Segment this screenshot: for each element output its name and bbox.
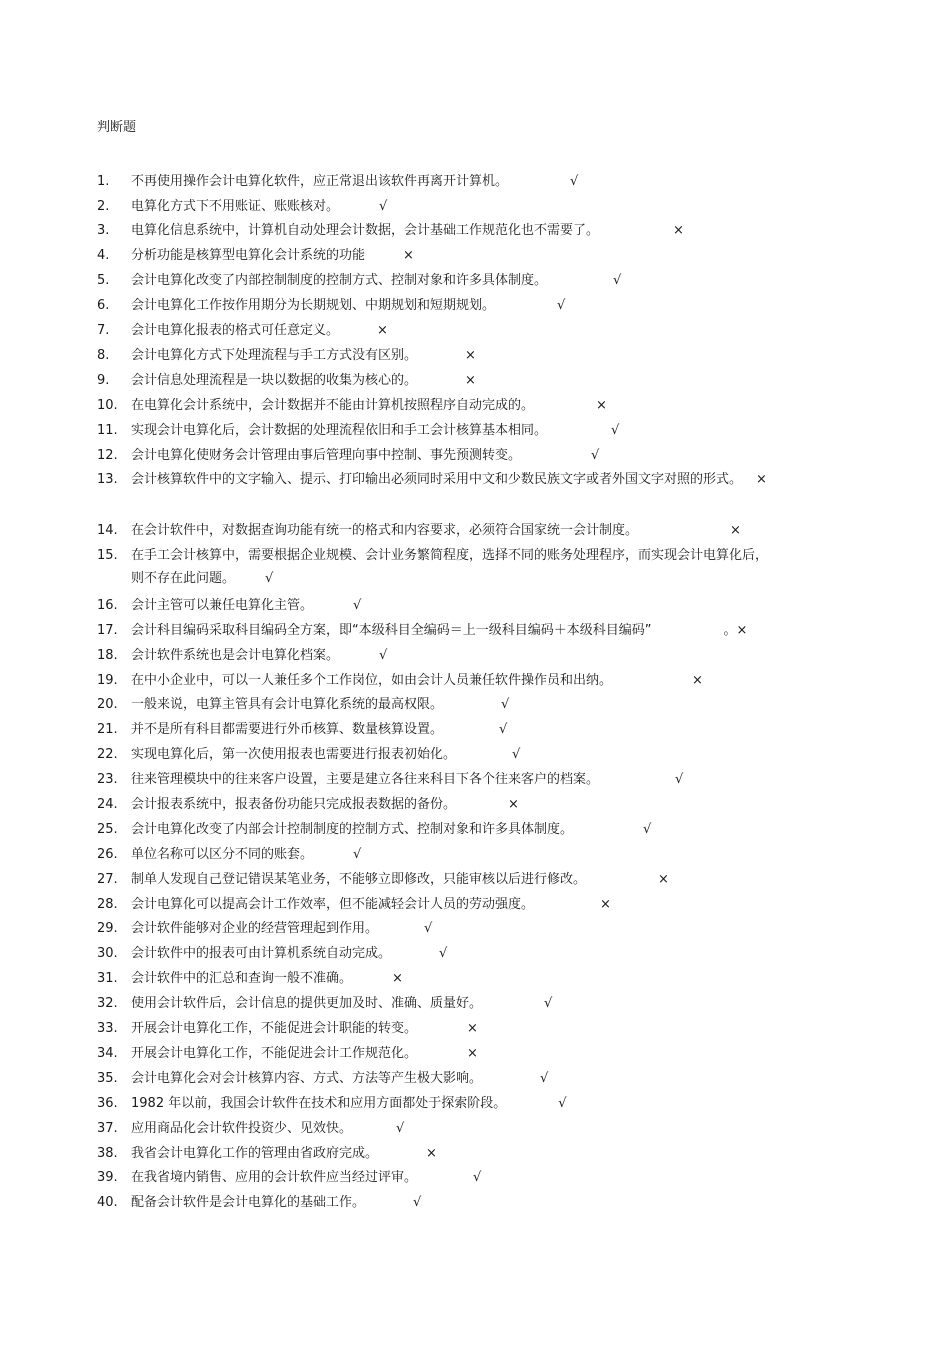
question-number: 19. xyxy=(97,673,118,688)
question-text: 会计信息处理流程是一块以数据的收集为核心的。 xyxy=(131,373,418,388)
answer-mark: × xyxy=(756,472,767,487)
answer-mark: √ xyxy=(424,921,433,936)
answer-mark: √ xyxy=(379,199,388,214)
question-item xyxy=(97,1092,857,1115)
question-item xyxy=(97,644,857,667)
question-item xyxy=(97,868,857,891)
question-item xyxy=(97,1067,857,1090)
answer-mark: × xyxy=(730,523,741,538)
answer-mark: √ xyxy=(265,571,274,586)
question-item xyxy=(97,444,857,467)
question-item xyxy=(97,269,857,292)
answer-mark: × xyxy=(692,673,703,688)
question-text: 分析功能是核算型电算化会计系统的功能 xyxy=(131,248,366,263)
question-item xyxy=(97,1166,857,1189)
question-number: 25. xyxy=(97,822,118,837)
question-number: 7. xyxy=(97,323,110,338)
question-number: 31. xyxy=(97,971,118,986)
question-number: 18. xyxy=(97,648,118,663)
question-item xyxy=(97,219,857,242)
question-item xyxy=(97,394,857,417)
question-text: 开展会计电算化工作，不能促进会计工作规范化。 xyxy=(131,1046,418,1061)
answer-mark: √ xyxy=(570,174,579,189)
answer-mark: × xyxy=(403,248,414,263)
question-number: 21. xyxy=(97,722,118,737)
answer-mark: √ xyxy=(558,1096,567,1111)
question-item xyxy=(97,1117,857,1140)
question-number: 12. xyxy=(97,448,118,463)
question-text: 往来管理模块中的往来客户设置，主要是建立各往来科目下各个往来客户的档案。 xyxy=(131,772,600,787)
question-text: 开展会计电算化工作，不能促进会计职能的转变。 xyxy=(131,1021,418,1036)
answer-mark: × xyxy=(465,373,476,388)
question-number: 36. xyxy=(97,1096,118,1111)
question-item xyxy=(97,244,857,267)
question-number: 39. xyxy=(97,1170,118,1185)
question-number: 2. xyxy=(97,199,110,214)
question-text: 会计电算化改变了内部会计控制制度的控制方式、控制对象和许多具体制度。 xyxy=(131,822,574,837)
question-number: 15. xyxy=(97,548,118,563)
question-text: 应用商品化会计软件投资少、见效快。 xyxy=(131,1121,353,1136)
question-text: 在中小企业中，可以一人兼任多个工作岗位，如由会计人员兼任软件操作员和出纳。 xyxy=(131,673,613,688)
answer-mark: √ xyxy=(557,298,566,313)
answer-mark: √ xyxy=(353,598,362,613)
question-text: 配备会计软件是会计电算化的基础工作。 xyxy=(131,1195,366,1210)
answer-mark: × xyxy=(673,223,684,238)
section-title: 判断题 xyxy=(97,120,137,135)
question-item xyxy=(97,1142,857,1165)
question-text: 会计电算化可以提高会计工作效率，但不能减轻会计人员的劳动强度。 xyxy=(131,897,535,912)
question-number: 1. xyxy=(97,174,110,189)
question-text: 会计主管可以兼任电算化主管。 xyxy=(131,598,314,613)
question-text: 会计电算化会对会计核算内容、方式、方法等产生极大影响。 xyxy=(131,1071,483,1086)
question-number: 23. xyxy=(97,772,118,787)
question-number: 24. xyxy=(97,797,118,812)
question-text: 会计软件系统也是会计电算化档案。 xyxy=(131,648,340,663)
question-number: 8. xyxy=(97,348,110,363)
question-text: 实现会计电算化后，会计数据的处理流程依旧和手工会计核算基本相同。 xyxy=(131,423,548,438)
question-item xyxy=(97,768,857,791)
question-item xyxy=(97,693,857,716)
answer-mark: × xyxy=(600,897,611,912)
question-item xyxy=(97,942,857,965)
answer-mark: √ xyxy=(499,722,508,737)
answer-mark: √ xyxy=(439,946,448,961)
question-item xyxy=(97,669,857,692)
question-text: 在手工会计核算中，需要根据企业规模、会计业务繁简程度，选择不同的账务处理程序，而实现会计电算化后，则不存在此问题。 xyxy=(131,548,769,586)
question-text: 电算化信息系统中，计算机自动处理会计数据，会计基础工作规范化也不需要了。 xyxy=(131,223,600,238)
question-number: 27. xyxy=(97,872,118,887)
question-text: 不再使用操作会计电算化软件，应正常退出该软件再离开计算机。 xyxy=(131,174,509,189)
answer-mark: × xyxy=(467,1046,478,1061)
answer-mark: √ xyxy=(540,1071,549,1086)
answer-mark: √ xyxy=(675,772,684,787)
question-number: 28. xyxy=(97,897,118,912)
question-text: 会计科目编码采取科目编码全方案，即“本级科目全编码＝上一级科目编码＋本级科目编码” xyxy=(131,623,652,638)
question-number: 14. xyxy=(97,523,118,538)
question-text: 会计软件中的汇总和查询一般不准确。 xyxy=(131,971,353,986)
question-number: 10. xyxy=(97,398,118,413)
question-number: 29. xyxy=(97,921,118,936)
question-text: 会计软件中的报表可由计算机系统自动完成。 xyxy=(131,946,392,961)
answer-mark: × xyxy=(465,348,476,363)
question-number: 40. xyxy=(97,1195,118,1210)
answer-mark: √ xyxy=(611,423,620,438)
answer-mark: √ xyxy=(643,822,652,837)
question-number: 34. xyxy=(97,1046,118,1061)
question-item xyxy=(97,519,857,542)
question-text: 会计电算化改变了内部控制制度的控制方式、控制对象和许多具体制度。 xyxy=(131,273,548,288)
question-text: 制单人发现自己登记错误某笔业务，不能够立即修改，只能审核以后进行修改。 xyxy=(131,872,587,887)
question-item xyxy=(97,793,857,816)
question-item xyxy=(97,843,857,866)
answer-mark: × xyxy=(392,971,403,986)
question-number: 33. xyxy=(97,1021,118,1036)
answer-mark: 。× xyxy=(723,623,748,638)
answer-mark: √ xyxy=(353,847,362,862)
question-number: 3. xyxy=(97,223,110,238)
question-text: 在我省境内销售、应用的会计软件应当经过评审。 xyxy=(131,1170,418,1185)
question-number: 13. xyxy=(97,472,118,487)
answer-mark: √ xyxy=(501,697,510,712)
question-item xyxy=(97,344,857,367)
question-text: 会计核算软件中的文字输入、提示、打印输出必须同时采用中文和少数民族文字或者外国文字对照的形式。 xyxy=(131,472,743,487)
answer-mark: √ xyxy=(591,448,600,463)
question-item xyxy=(97,369,857,392)
question-item xyxy=(97,1017,857,1040)
question-number: 6. xyxy=(97,298,110,313)
answer-mark: × xyxy=(596,398,607,413)
question-item xyxy=(97,1191,857,1214)
question-item xyxy=(97,1042,857,1065)
question-text: 我省会计电算化工作的管理由省政府完成。 xyxy=(131,1146,379,1161)
question-number: 20. xyxy=(97,697,118,712)
question-text: 会计电算化使财务会计管理由事后管理向事中控制、事先预测转变。 xyxy=(131,448,522,463)
answer-mark: × xyxy=(508,797,519,812)
question-item xyxy=(97,893,857,916)
question-text: 会计报表系统中，报表备份功能只完成报表数据的备份。 xyxy=(131,797,457,812)
question-number: 30. xyxy=(97,946,118,961)
question-item xyxy=(97,818,857,841)
question-item xyxy=(97,544,857,590)
question-number: 5. xyxy=(97,273,110,288)
question-item xyxy=(97,468,857,491)
question-text: 在电算化会计系统中，会计数据并不能由计算机按照程序自动完成的。 xyxy=(131,398,535,413)
answer-mark: √ xyxy=(473,1170,482,1185)
question-text: 会计软件能够对企业的经营管理起到作用。 xyxy=(131,921,379,936)
question-text: 在会计软件中，对数据查询功能有统一的格式和内容要求，必须符合国家统一会计制度。 xyxy=(131,523,639,538)
question-item xyxy=(97,419,857,442)
answer-mark: × xyxy=(658,872,669,887)
question-item xyxy=(97,319,857,342)
question-text: 电算化方式下不用账证、账账核对。 xyxy=(131,199,340,214)
answer-mark: × xyxy=(377,323,388,338)
question-text: 单位名称可以区分不同的账套。 xyxy=(131,847,314,862)
question-item xyxy=(97,294,857,317)
question-text: 会计电算化方式下处理流程与手工方式没有区别。 xyxy=(131,348,418,363)
question-number: 9. xyxy=(97,373,110,388)
question-item xyxy=(97,718,857,741)
answer-mark: √ xyxy=(544,996,553,1011)
answer-mark: √ xyxy=(613,273,622,288)
answer-mark: √ xyxy=(512,747,521,762)
question-text: 一般来说，电算主管具有会计电算化系统的最高权限。 xyxy=(131,697,444,712)
answer-mark: √ xyxy=(396,1121,405,1136)
answer-mark: √ xyxy=(379,648,388,663)
answer-mark: × xyxy=(467,1021,478,1036)
question-text: 使用会计软件后，会计信息的提供更加及时、准确、质量好。 xyxy=(131,996,483,1011)
answer-mark: × xyxy=(426,1146,437,1161)
question-text: 1982 年以前，我国会计软件在技术和应用方面都处于探索阶段。 xyxy=(131,1096,507,1111)
question-item xyxy=(97,992,857,1015)
question-number: 22. xyxy=(97,747,118,762)
question-item xyxy=(97,170,857,193)
question-item xyxy=(97,917,857,940)
question-text: 会计电算化报表的格式可任意定义。 xyxy=(131,323,340,338)
question-number: 17. xyxy=(97,623,118,638)
question-number: 32. xyxy=(97,996,118,1011)
question-number: 26. xyxy=(97,847,118,862)
question-number: 4. xyxy=(97,248,110,263)
question-item xyxy=(97,743,857,766)
question-item xyxy=(97,195,857,218)
question-text: 实现电算化后，第一次使用报表也需要进行报表初始化。 xyxy=(131,747,457,762)
question-number: 35. xyxy=(97,1071,118,1086)
question-item xyxy=(97,594,857,617)
answer-mark: √ xyxy=(413,1195,422,1210)
question-number: 16. xyxy=(97,598,118,613)
question-item xyxy=(97,967,857,990)
question-number: 37. xyxy=(97,1121,118,1136)
question-number: 11. xyxy=(97,423,118,438)
question-text: 会计电算化工作按作用期分为长期规划、中期规划和短期规划。 xyxy=(131,298,496,313)
question-text: 并不是所有科目都需要进行外币核算、数量核算设置。 xyxy=(131,722,444,737)
question-number: 38. xyxy=(97,1146,118,1161)
question-item xyxy=(97,619,857,642)
